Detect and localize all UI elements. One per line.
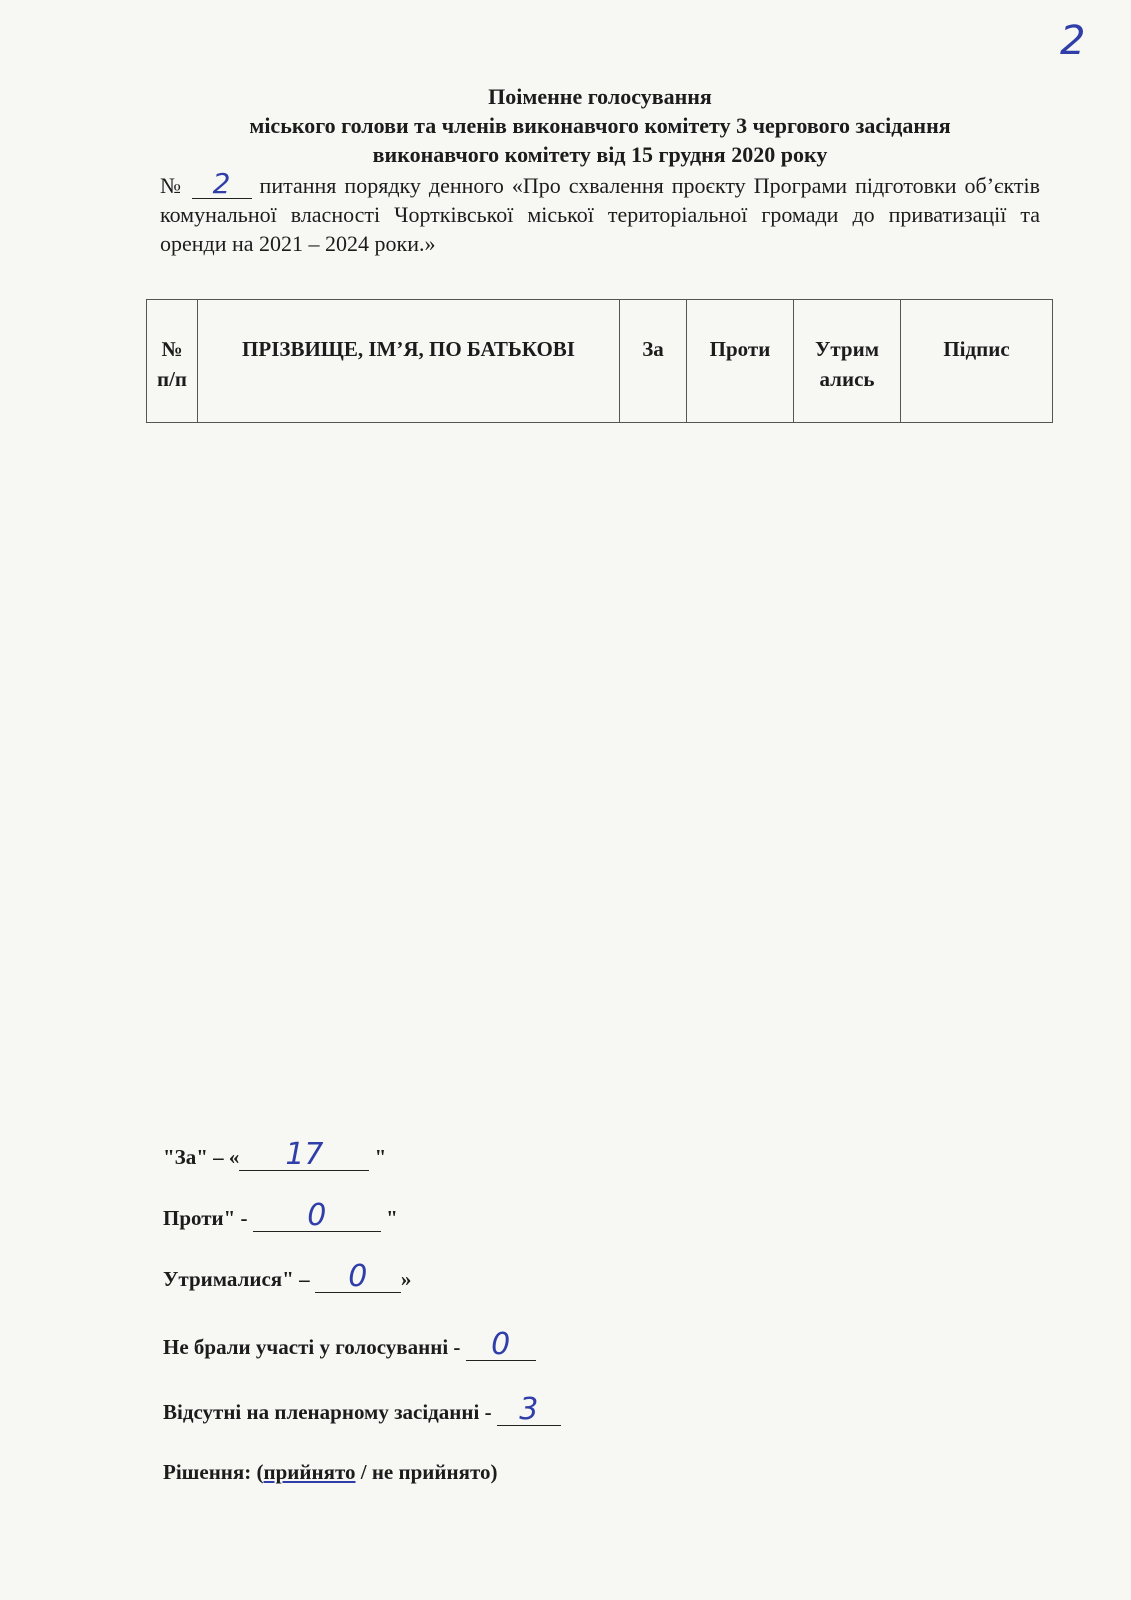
- topic-prefix: №: [160, 173, 184, 198]
- header-signature: Підпис: [901, 300, 1053, 423]
- decision-line: Рішення: (прийнято / не прийнято): [163, 1460, 498, 1484]
- voting-table: [146, 299, 1053, 423]
- title-line-3: виконавчого комітету від 15 грудня 2020 року: [372, 142, 828, 167]
- decision-adopted: прийнято: [263, 1460, 356, 1484]
- for-count: 17: [239, 1140, 369, 1171]
- header-number: № п/п: [147, 300, 198, 423]
- agenda-item: [160, 167, 1041, 258]
- topic-text: питання порядку денного «Про схвалення проєкту Програми підготовки об’єктів комунальної власності Чортківської міської територіальної громади до приватизації та оренди на 2021 – 2024 роки.»: [160, 173, 1041, 256]
- page-number: 2: [1060, 18, 1086, 64]
- header-for: За: [620, 300, 687, 423]
- topic-number: 2: [192, 172, 252, 199]
- not-voting-count: 0: [466, 1330, 536, 1361]
- summary-absent: Відсутні на пленарному засіданні - 3: [163, 1395, 863, 1426]
- against-count: 0: [253, 1201, 381, 1232]
- header-name: ПРІЗВИЩЕ, ІМ’Я, ПО БАТЬКОВІ: [198, 300, 620, 423]
- header-abstained: Утрим ались: [794, 300, 901, 423]
- title-line-1: Поіменне голосування: [488, 84, 712, 109]
- summary-against: Проти" - 0 ": [163, 1198, 398, 1233]
- abstained-count: 0: [315, 1262, 401, 1293]
- document-header: [160, 82, 1040, 258]
- summary-not-voting: Не брали участі у голосуванні - 0: [163, 1330, 863, 1361]
- absent-count: 3: [497, 1395, 561, 1426]
- summary-abstained: Утрималися" – 0 »: [163, 1259, 412, 1294]
- summary-for: "За" – « 17 ": [163, 1137, 387, 1172]
- title-line-2: міського голови та членів виконавчого комітету 3 чергового засідання: [249, 113, 951, 138]
- header-against: Проти: [687, 300, 794, 423]
- table-header-row: [147, 300, 1053, 423]
